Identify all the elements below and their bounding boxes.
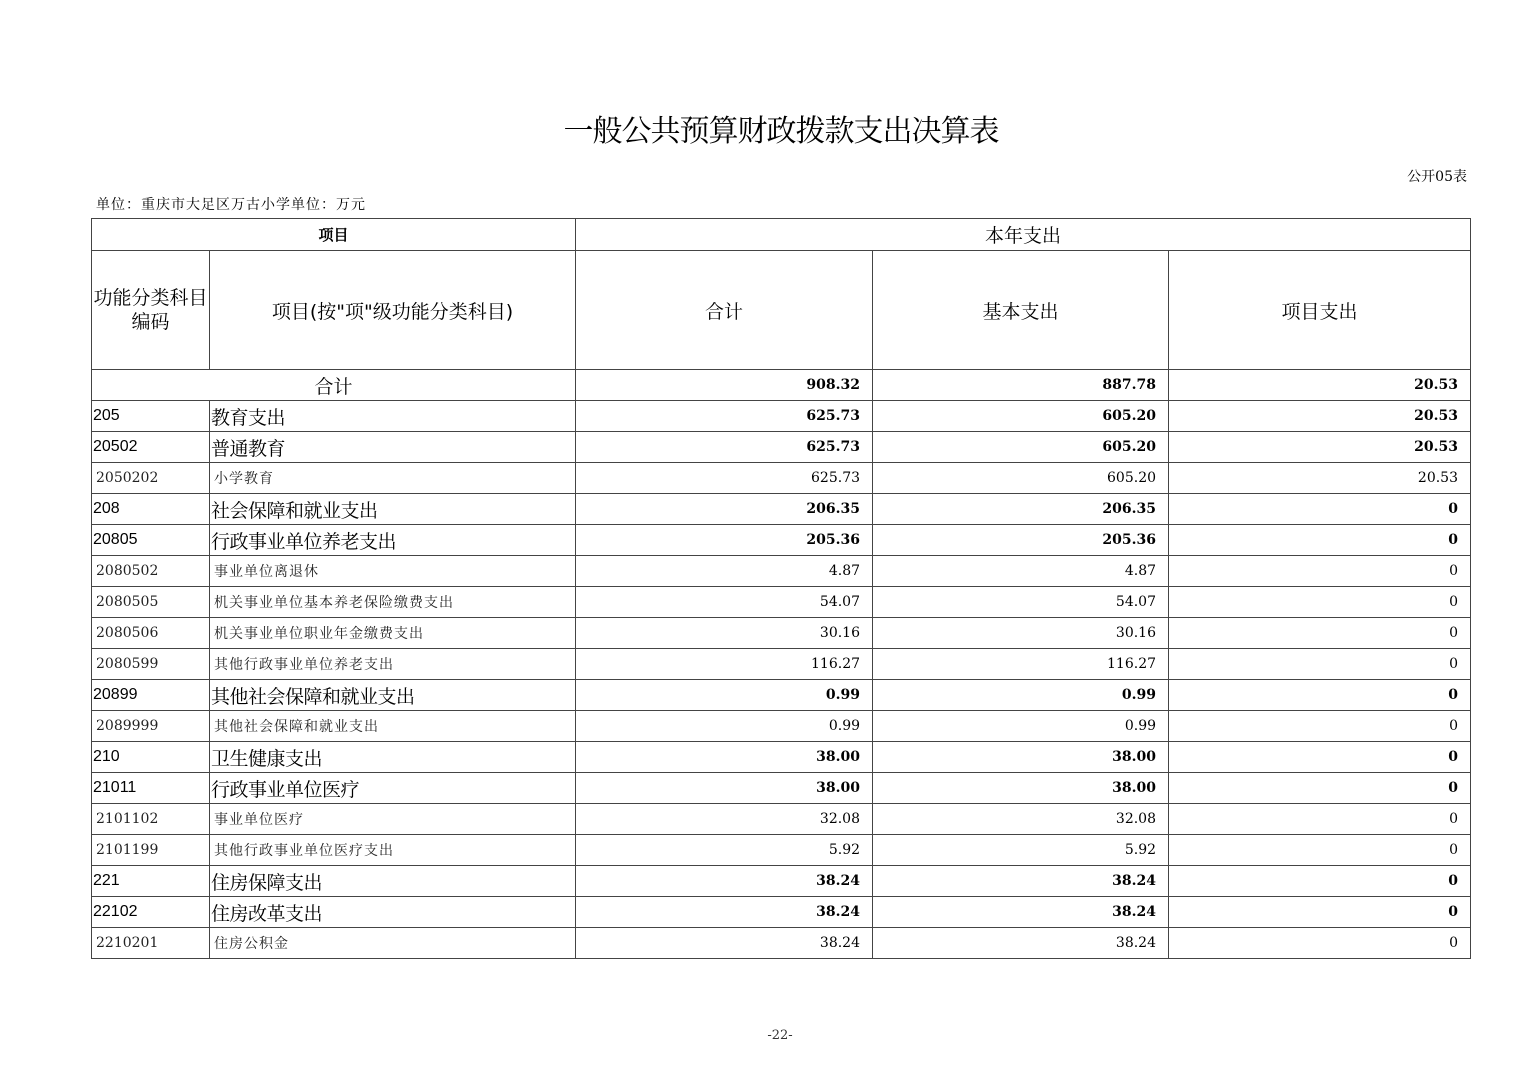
row-code: 2080505 [92,587,210,618]
row-total: 38.00 [576,742,873,773]
row-total: 0.99 [576,680,873,711]
row-total: 5.92 [576,835,873,866]
row-basic: 32.08 [873,804,1169,835]
expenditure-table [91,218,1471,959]
row-basic: 116.27 [873,649,1169,680]
row-code: 2080599 [92,649,210,680]
total-row-total: 908.32 [576,370,873,401]
total-row-label: 合计 [92,370,576,401]
header-basic: 基本支出 [873,251,1169,370]
page-number: -22- [767,1028,793,1043]
row-name: 住房保障支出 [210,866,576,897]
row-code: 21011 [92,773,210,804]
row-project: 0 [1169,897,1471,928]
row-code: 2210201 [92,928,210,959]
table-body [92,370,1471,959]
row-total: 625.73 [576,463,873,494]
row-name: 卫生健康支出 [210,742,576,773]
unit-line: 单位：重庆市大足区万古小学单位：万元 [96,197,366,213]
row-name: 教育支出 [210,401,576,432]
row-code: 20899 [92,680,210,711]
table-row [92,463,1471,494]
row-code: 2050202 [92,463,210,494]
row-total: 206.35 [576,494,873,525]
header-row-columns [92,251,1471,370]
row-name: 行政事业单位医疗 [210,773,576,804]
row-basic: 206.35 [873,494,1169,525]
row-basic: 5.92 [873,835,1169,866]
row-code: 210 [92,742,210,773]
row-total: 4.87 [576,556,873,587]
table-row [92,556,1471,587]
row-project: 0 [1169,804,1471,835]
row-total: 38.24 [576,897,873,928]
row-name: 事业单位医疗 [210,804,576,835]
row-basic: 605.20 [873,401,1169,432]
row-name: 其他行政事业单位养老支出 [210,649,576,680]
row-basic: 54.07 [873,587,1169,618]
row-total: 30.16 [576,618,873,649]
row-total: 205.36 [576,525,873,556]
header-current-year-group: 本年支出 [576,219,1471,251]
table-row [92,587,1471,618]
row-project: 0 [1169,525,1471,556]
row-total: 38.24 [576,866,873,897]
table-row [92,494,1471,525]
row-code: 2101199 [92,835,210,866]
table-row [92,773,1471,804]
row-basic: 38.24 [873,866,1169,897]
row-project: 20.53 [1169,463,1471,494]
row-code: 2089999 [92,711,210,742]
total-row-basic: 887.78 [873,370,1169,401]
row-basic: 38.00 [873,773,1169,804]
header-row-group [92,219,1471,251]
row-project: 0 [1169,649,1471,680]
row-total: 38.24 [576,928,873,959]
row-total: 116.27 [576,649,873,680]
table-row [92,525,1471,556]
row-name: 机关事业单位职业年金缴费支出 [210,618,576,649]
header-item-group: 项目 [92,219,576,251]
row-total: 32.08 [576,804,873,835]
table-row [92,928,1471,959]
table-row [92,866,1471,897]
row-code: 2080506 [92,618,210,649]
row-name: 机关事业单位基本养老保险缴费支出 [210,587,576,618]
row-project: 0 [1169,742,1471,773]
table-row [92,897,1471,928]
table-row [92,835,1471,866]
table-row [92,401,1471,432]
header-code: 功能分类科目编码 [92,251,210,370]
table-row [92,432,1471,463]
row-basic: 605.20 [873,432,1169,463]
row-name: 其他社会保障和就业支出 [210,711,576,742]
table-row [92,711,1471,742]
total-row-project: 20.53 [1169,370,1471,401]
row-project: 0 [1169,928,1471,959]
row-project: 0 [1169,773,1471,804]
row-code: 2101102 [92,804,210,835]
table-row [92,742,1471,773]
row-project: 0 [1169,618,1471,649]
row-code: 221 [92,866,210,897]
row-total: 625.73 [576,432,873,463]
row-name: 住房改革支出 [210,897,576,928]
total-row [92,370,1471,401]
row-basic: 205.36 [873,525,1169,556]
row-basic: 38.00 [873,742,1169,773]
row-project: 0 [1169,835,1471,866]
header-name: 项目(按"项"级功能分类科目) [210,251,576,370]
row-name: 住房公积金 [210,928,576,959]
row-project: 20.53 [1169,401,1471,432]
row-project: 0 [1169,494,1471,525]
header-total: 合计 [576,251,873,370]
table-row [92,680,1471,711]
row-code: 20805 [92,525,210,556]
row-name: 普通教育 [210,432,576,463]
row-name: 社会保障和就业支出 [210,494,576,525]
row-name: 行政事业单位养老支出 [210,525,576,556]
header-project: 项目支出 [1169,251,1471,370]
row-total: 625.73 [576,401,873,432]
page-title: 一般公共预算财政拨款支出决算表 [563,114,999,149]
row-name: 其他行政事业单位医疗支出 [210,835,576,866]
row-project: 0 [1169,711,1471,742]
row-total: 38.00 [576,773,873,804]
row-basic: 30.16 [873,618,1169,649]
row-name: 其他社会保障和就业支出 [210,680,576,711]
row-name: 小学教育 [210,463,576,494]
row-project: 0 [1169,680,1471,711]
row-basic: 4.87 [873,556,1169,587]
row-basic: 0.99 [873,680,1169,711]
row-project: 0 [1169,587,1471,618]
row-basic: 0.99 [873,711,1169,742]
row-project: 0 [1169,866,1471,897]
row-basic: 605.20 [873,463,1169,494]
row-basic: 38.24 [873,897,1169,928]
row-code: 2080502 [92,556,210,587]
row-basic: 38.24 [873,928,1169,959]
row-total: 54.07 [576,587,873,618]
row-code: 205 [92,401,210,432]
table-row [92,618,1471,649]
row-code: 208 [92,494,210,525]
row-name: 事业单位离退休 [210,556,576,587]
table-row [92,804,1471,835]
row-code: 22102 [92,897,210,928]
row-code: 20502 [92,432,210,463]
row-project: 0 [1169,556,1471,587]
row-project: 20.53 [1169,432,1471,463]
row-total: 0.99 [576,711,873,742]
table-row [92,649,1471,680]
form-number: 公开05表 [1407,169,1467,185]
